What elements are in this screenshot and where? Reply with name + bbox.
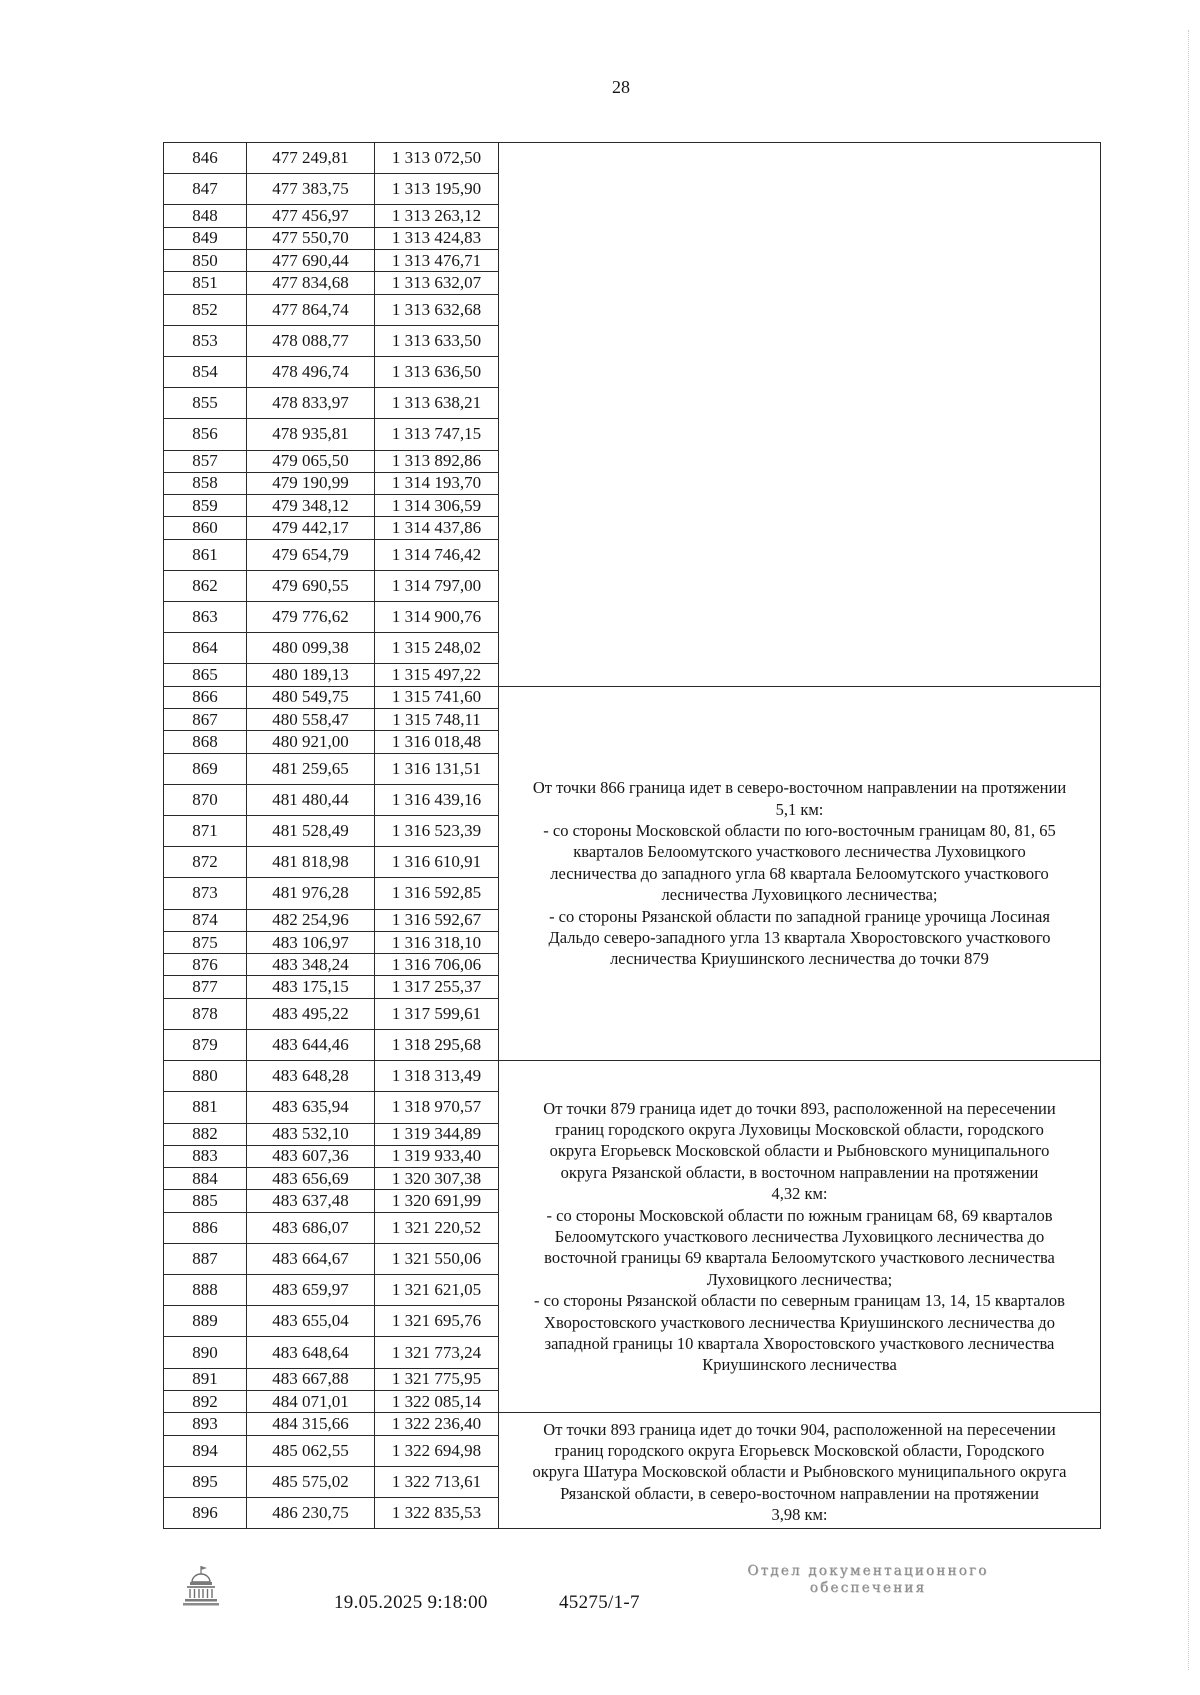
stamp-line-1: Отдел документационного [747, 1563, 989, 1579]
x-coordinate-cell: 477 834,68 [247, 272, 375, 294]
point-number-cell: 851 [164, 272, 247, 294]
x-coordinate-cell: 479 776,62 [247, 602, 375, 633]
y-coordinate-cell: 1 321 220,52 [375, 1212, 499, 1243]
y-coordinate-cell: 1 314 900,76 [375, 602, 499, 633]
point-number-cell: 882 [164, 1123, 247, 1145]
x-coordinate-cell: 480 549,75 [247, 686, 375, 708]
point-number-cell: 861 [164, 539, 247, 570]
y-coordinate-cell: 1 314 193,70 [375, 472, 499, 494]
x-coordinate-cell: 477 456,97 [247, 205, 375, 227]
table-row [164, 686, 1101, 708]
point-number-cell: 881 [164, 1092, 247, 1123]
y-coordinate-cell: 1 315 741,60 [375, 686, 499, 708]
x-coordinate-cell: 483 644,46 [247, 1029, 375, 1060]
x-coordinate-cell: 480 189,13 [247, 664, 375, 686]
y-coordinate-cell: 1 322 694,98 [375, 1435, 499, 1466]
x-coordinate-cell: 483 607,36 [247, 1145, 375, 1167]
boundary-points-table [163, 142, 1101, 1529]
point-number-cell: 891 [164, 1368, 247, 1390]
point-number-cell: 887 [164, 1243, 247, 1274]
x-coordinate-cell: 483 659,97 [247, 1275, 375, 1306]
x-coordinate-cell: 483 106,97 [247, 931, 375, 953]
footer-document-number: 45275/1-7 [559, 1592, 640, 1613]
y-coordinate-cell: 1 321 773,24 [375, 1337, 499, 1368]
x-coordinate-cell: 479 065,50 [247, 450, 375, 472]
department-stamp [720, 1563, 1016, 1597]
x-coordinate-cell: 483 637,48 [247, 1190, 375, 1212]
point-number-cell: 884 [164, 1168, 247, 1190]
scan-edge-mark [1188, 30, 1189, 1670]
point-number-cell: 847 [164, 174, 247, 205]
y-coordinate-cell: 1 317 255,37 [375, 976, 499, 998]
y-coordinate-cell: 1 316 592,67 [375, 909, 499, 931]
coordinates-table [163, 142, 1100, 1529]
point-number-cell: 854 [164, 356, 247, 387]
x-coordinate-cell: 483 686,07 [247, 1212, 375, 1243]
y-coordinate-cell: 1 313 632,07 [375, 272, 499, 294]
y-coordinate-cell: 1 316 018,48 [375, 731, 499, 753]
y-coordinate-cell: 1 314 437,86 [375, 517, 499, 539]
point-number-cell: 867 [164, 709, 247, 731]
x-coordinate-cell: 479 190,99 [247, 472, 375, 494]
point-number-cell: 871 [164, 816, 247, 847]
x-coordinate-cell: 481 480,44 [247, 784, 375, 815]
point-number-cell: 875 [164, 931, 247, 953]
point-number-cell: 863 [164, 602, 247, 633]
x-coordinate-cell: 478 833,97 [247, 388, 375, 419]
point-number-cell: 885 [164, 1190, 247, 1212]
point-number-cell: 846 [164, 143, 247, 174]
point-number-cell: 873 [164, 878, 247, 909]
x-coordinate-cell: 477 690,44 [247, 249, 375, 271]
point-number-cell: 848 [164, 205, 247, 227]
point-number-cell: 874 [164, 909, 247, 931]
y-coordinate-cell: 1 313 892,86 [375, 450, 499, 472]
point-number-cell: 853 [164, 325, 247, 356]
x-coordinate-cell: 481 259,65 [247, 753, 375, 784]
y-coordinate-cell: 1 314 797,00 [375, 570, 499, 601]
x-coordinate-cell: 483 648,64 [247, 1337, 375, 1368]
point-number-cell: 892 [164, 1390, 247, 1412]
point-number-cell: 869 [164, 753, 247, 784]
x-coordinate-cell: 484 071,01 [247, 1390, 375, 1412]
x-coordinate-cell: 481 528,49 [247, 816, 375, 847]
table-row [164, 143, 1101, 174]
y-coordinate-cell: 1 322 085,14 [375, 1390, 499, 1412]
point-number-cell: 866 [164, 686, 247, 708]
building-emblem-icon [181, 1564, 221, 1608]
y-coordinate-cell: 1 318 970,57 [375, 1092, 499, 1123]
y-coordinate-cell: 1 315 248,02 [375, 633, 499, 664]
x-coordinate-cell: 483 655,04 [247, 1306, 375, 1337]
page-number: 28 [612, 77, 630, 97]
x-coordinate-cell: 479 654,79 [247, 539, 375, 570]
x-coordinate-cell: 483 664,67 [247, 1243, 375, 1274]
point-number-cell: 865 [164, 664, 247, 686]
y-coordinate-cell: 1 313 263,12 [375, 205, 499, 227]
y-coordinate-cell: 1 322 835,53 [375, 1497, 499, 1528]
point-number-cell: 879 [164, 1029, 247, 1060]
boundary-description-cell: От точки 893 граница идет до точки 904, расположенной на пересечении границ городского округа Егорьевск Московской области, Городского округа Шатура Московской области и Рыбновского муниципального округа Рязанской области, в северо-восточном направлении на протяжении 3,98 км: [499, 1413, 1101, 1529]
x-coordinate-cell: 479 690,55 [247, 570, 375, 601]
y-coordinate-cell: 1 321 695,76 [375, 1306, 499, 1337]
boundary-description-cell: От точки 866 граница идет в северо-восточном направлении на протяжении 5,1 км: - со стороны Московской области по юго-восточным границам 80, 81, 65 кварталов Белоомутского участкового лесничества Луховицкого лесничества до западного угла 68 квартала Белоомутского участкового лесничества Луховицкого лесничества; - со стороны Рязанской области по западной границе урочища Лосиная Дальдо северо-западного угла 13 квартала Хворостовского участкового лесничества Криушинского лесничества до точки 879 [499, 686, 1101, 1060]
point-number-cell: 878 [164, 998, 247, 1029]
point-number-cell: 883 [164, 1145, 247, 1167]
y-coordinate-cell: 1 315 748,11 [375, 709, 499, 731]
x-coordinate-cell: 484 315,66 [247, 1413, 375, 1435]
y-coordinate-cell: 1 316 131,51 [375, 753, 499, 784]
y-coordinate-cell: 1 320 691,99 [375, 1190, 499, 1212]
point-number-cell: 864 [164, 633, 247, 664]
x-coordinate-cell: 483 532,10 [247, 1123, 375, 1145]
x-coordinate-cell: 478 088,77 [247, 325, 375, 356]
y-coordinate-cell: 1 320 307,38 [375, 1168, 499, 1190]
y-coordinate-cell: 1 313 072,50 [375, 143, 499, 174]
point-number-cell: 889 [164, 1306, 247, 1337]
y-coordinate-cell: 1 316 706,06 [375, 954, 499, 976]
x-coordinate-cell: 485 575,02 [247, 1466, 375, 1497]
point-number-cell: 895 [164, 1466, 247, 1497]
y-coordinate-cell: 1 313 195,90 [375, 174, 499, 205]
point-number-cell: 870 [164, 784, 247, 815]
y-coordinate-cell: 1 319 933,40 [375, 1145, 499, 1167]
x-coordinate-cell: 483 348,24 [247, 954, 375, 976]
x-coordinate-cell: 480 558,47 [247, 709, 375, 731]
y-coordinate-cell: 1 316 610,91 [375, 847, 499, 878]
point-number-cell: 855 [164, 388, 247, 419]
point-number-cell: 868 [164, 731, 247, 753]
point-number-cell: 859 [164, 495, 247, 517]
x-coordinate-cell: 486 230,75 [247, 1497, 375, 1528]
y-coordinate-cell: 1 313 636,50 [375, 356, 499, 387]
boundary-description-cell [499, 143, 1101, 687]
point-number-cell: 890 [164, 1337, 247, 1368]
stamp-line-2: обеспечения [809, 1580, 927, 1596]
table-body [164, 143, 1101, 1529]
boundary-description-cell: От точки 879 граница идет до точки 893, расположенной на пересечении границ городского округа Луховицы Московской области, городского округа Егорьевск Московской области и Рыбновского муниципального округа Рязанской области, в восточном направлении на протяжении 4,32 км: - со стороны Московской области по южным границам 68, 69 кварталов Белоомутского участкового лесничества Луховицкого лесничества до восточной границы 69 квартала Белоомутского участкового лесничества Луховицкого лесничества; - со стороны Рязанской области по северным границам 13, 14, 15 кварталов Хворостовского участкового лесничества Криушинского лесничества до западной границы 10 квартала Хворостовского участкового лесничества Криушинского лесничества [499, 1061, 1101, 1413]
y-coordinate-cell: 1 314 746,42 [375, 539, 499, 570]
x-coordinate-cell: 482 254,96 [247, 909, 375, 931]
y-coordinate-cell: 1 318 313,49 [375, 1061, 499, 1092]
x-coordinate-cell: 483 656,69 [247, 1168, 375, 1190]
y-coordinate-cell: 1 319 344,89 [375, 1123, 499, 1145]
y-coordinate-cell: 1 316 439,16 [375, 784, 499, 815]
point-number-cell: 894 [164, 1435, 247, 1466]
y-coordinate-cell: 1 321 775,95 [375, 1368, 499, 1390]
x-coordinate-cell: 483 495,22 [247, 998, 375, 1029]
y-coordinate-cell: 1 316 523,39 [375, 816, 499, 847]
point-number-cell: 862 [164, 570, 247, 601]
y-coordinate-cell: 1 318 295,68 [375, 1029, 499, 1060]
x-coordinate-cell: 477 864,74 [247, 294, 375, 325]
x-coordinate-cell: 481 818,98 [247, 847, 375, 878]
y-coordinate-cell: 1 316 592,85 [375, 878, 499, 909]
point-number-cell: 872 [164, 847, 247, 878]
x-coordinate-cell: 477 249,81 [247, 143, 375, 174]
x-coordinate-cell: 481 976,28 [247, 878, 375, 909]
point-number-cell: 880 [164, 1061, 247, 1092]
x-coordinate-cell: 478 496,74 [247, 356, 375, 387]
point-number-cell: 850 [164, 249, 247, 271]
table-row [164, 1413, 1101, 1435]
point-number-cell: 857 [164, 450, 247, 472]
point-number-cell: 893 [164, 1413, 247, 1435]
y-coordinate-cell: 1 317 599,61 [375, 998, 499, 1029]
point-number-cell: 877 [164, 976, 247, 998]
y-coordinate-cell: 1 313 638,21 [375, 388, 499, 419]
y-coordinate-cell: 1 314 306,59 [375, 495, 499, 517]
point-number-cell: 896 [164, 1497, 247, 1528]
y-coordinate-cell: 1 313 424,83 [375, 227, 499, 249]
point-number-cell: 888 [164, 1275, 247, 1306]
point-number-cell: 886 [164, 1212, 247, 1243]
point-number-cell: 876 [164, 954, 247, 976]
x-coordinate-cell: 483 648,28 [247, 1061, 375, 1092]
y-coordinate-cell: 1 313 633,50 [375, 325, 499, 356]
y-coordinate-cell: 1 322 236,40 [375, 1413, 499, 1435]
x-coordinate-cell: 479 442,17 [247, 517, 375, 539]
x-coordinate-cell: 483 667,88 [247, 1368, 375, 1390]
x-coordinate-cell: 483 635,94 [247, 1092, 375, 1123]
point-number-cell: 856 [164, 419, 247, 450]
y-coordinate-cell: 1 313 747,15 [375, 419, 499, 450]
y-coordinate-cell: 1 316 318,10 [375, 931, 499, 953]
y-coordinate-cell: 1 315 497,22 [375, 664, 499, 686]
point-number-cell: 849 [164, 227, 247, 249]
y-coordinate-cell: 1 313 632,68 [375, 294, 499, 325]
y-coordinate-cell: 1 322 713,61 [375, 1466, 499, 1497]
y-coordinate-cell: 1 321 550,06 [375, 1243, 499, 1274]
x-coordinate-cell: 479 348,12 [247, 495, 375, 517]
x-coordinate-cell: 480 099,38 [247, 633, 375, 664]
x-coordinate-cell: 480 921,00 [247, 731, 375, 753]
x-coordinate-cell: 477 550,70 [247, 227, 375, 249]
x-coordinate-cell: 478 935,81 [247, 419, 375, 450]
y-coordinate-cell: 1 313 476,71 [375, 249, 499, 271]
x-coordinate-cell: 483 175,15 [247, 976, 375, 998]
footer-datetime: 19.05.2025 9:18:00 [334, 1592, 488, 1613]
x-coordinate-cell: 477 383,75 [247, 174, 375, 205]
table-row [164, 1061, 1101, 1092]
y-coordinate-cell: 1 321 621,05 [375, 1275, 499, 1306]
point-number-cell: 858 [164, 472, 247, 494]
point-number-cell: 852 [164, 294, 247, 325]
point-number-cell: 860 [164, 517, 247, 539]
x-coordinate-cell: 485 062,55 [247, 1435, 375, 1466]
